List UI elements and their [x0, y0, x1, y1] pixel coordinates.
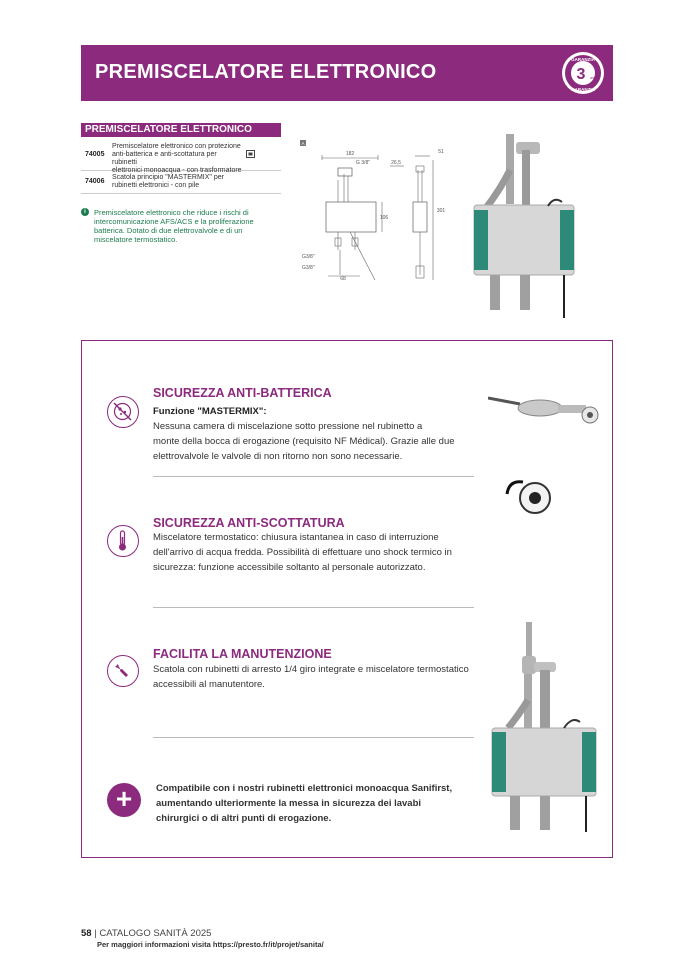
info-line: miscelatore termostatico. — [94, 235, 178, 244]
dim-51: 51 — [438, 149, 444, 155]
feature-text — [153, 419, 474, 464]
compat-line: chirurgici o di altri punti di erogazione. — [156, 813, 332, 824]
compat-line: Compatibile con i nostri rubinetti elettronici monoacqua Sanifirst, — [156, 783, 453, 794]
compat-line: aumentando ulteriormente la messa in sicurezza dei lavabi — [156, 798, 422, 809]
product-photo — [470, 130, 580, 320]
feature-title: FACILITA LA MANUTENZIONE — [153, 647, 332, 661]
feature-line: dell'arrivo di acqua fredda. Possibilità di effettuare uno shock termico in — [153, 547, 452, 558]
dim-g38: G 3/8" — [356, 160, 371, 166]
table-row — [81, 171, 281, 194]
dim-301: 301 — [436, 208, 446, 214]
dim-106: 106 — [379, 215, 389, 221]
guarantee-years: 3 — [576, 66, 586, 83]
thermometer-icon — [107, 525, 139, 557]
product-desc-line: Scatola principio "MASTERMIX" per — [112, 174, 224, 181]
technical-drawing — [300, 140, 460, 300]
feature-line: Scatola con rubinetti di arresto 1/4 giro integrate e miscelatore termostatico — [153, 664, 469, 675]
dim-265: 26,5 — [391, 160, 401, 166]
divider — [153, 476, 474, 477]
plus-icon: + — [107, 783, 141, 817]
guarantee-badge — [561, 51, 605, 95]
guarantee-word-top: GARANZIA — [571, 57, 595, 62]
feature-line: Nessuna camera di miscelazione sotto pressione nel rubinetto a — [153, 421, 423, 432]
dim-68: 68 — [340, 276, 346, 282]
transformer-icon — [246, 150, 255, 158]
product-code: 74005 — [85, 151, 105, 158]
footer-page-info — [81, 928, 211, 939]
product-desc — [112, 174, 242, 190]
info-icon: i — [81, 208, 89, 216]
divider — [153, 607, 474, 608]
feature-text — [153, 662, 474, 692]
feature-subtitle: Funzione "MASTERMIX": — [153, 406, 267, 417]
guarantee-unit: anni — [590, 76, 597, 80]
faucet-spout-photo — [488, 388, 600, 430]
info-line: Premiscelatore elettronico che riduce i rischi di — [94, 208, 249, 217]
page-title: PREMISCELATORE ELETTRONICO — [95, 61, 437, 83]
product-desc-line: Premiscelatore elettronico con protezione — [112, 143, 241, 150]
info-line: batterica. Dotato di due elettrovalvole e di un — [94, 226, 243, 235]
bacteria-icon — [107, 396, 139, 428]
compatibility-text — [156, 781, 474, 826]
table-heading: PREMISCELATORE ELETTRONICO — [81, 123, 281, 137]
feature-text — [153, 530, 474, 575]
header-banner — [81, 45, 613, 101]
guarantee-word-bottom: GARANZIA — [571, 87, 595, 92]
dim-g38-left-1: G3/8" — [302, 254, 315, 260]
feature-line: Miscelatore termostatico: chiusura istantanea in caso di interruzione — [153, 532, 439, 543]
feature-line: sicurezza: funzione accessibile soltanto al personale autorizzato. — [153, 562, 426, 573]
dim-182: 182 — [345, 151, 355, 157]
product-desc-line: rubinetti elettronici - con pile — [112, 182, 200, 189]
wrench-icon — [107, 655, 139, 687]
page-number: 58 — [81, 928, 92, 939]
dim-g38-left-2: G3/8" — [302, 265, 315, 271]
info-text — [94, 208, 266, 244]
catalog-name: CATALOGO SANITÀ 2025 — [99, 928, 212, 939]
footer-info-link[interactable]: Per maggiori informazioni visita https://presto.fr/it/projet/sanita/ — [97, 940, 324, 949]
info-line: intercomunicazione AFS/ACS e la proliferazione — [94, 217, 254, 226]
table-row — [81, 140, 281, 174]
drawing-label: A — [301, 141, 305, 146]
feature-line: elettrovalvole le valvole di non ritorno non sono necessarie. — [153, 451, 403, 462]
product-assembly-photo — [488, 620, 600, 834]
divider — [153, 737, 474, 738]
sensor-head-photo — [503, 474, 553, 518]
product-desc-line: anti-batterica e anti-scottatura per rubinetti — [112, 151, 217, 166]
feature-line: accessibili al manutentore. — [153, 679, 265, 690]
feature-line: monte della bocca di erogazione (requisito NF Médical). Grazie alle due — [153, 436, 455, 447]
feature-title: SICUREZZA ANTI-SCOTTATURA — [153, 516, 345, 530]
product-desc-line: elettronici monoacqua - con trasformatore — [112, 167, 242, 174]
product-code: 74006 — [85, 178, 105, 185]
feature-title: SICUREZZA ANTI-BATTERICA — [153, 386, 332, 400]
footer-separator: | — [94, 928, 97, 939]
